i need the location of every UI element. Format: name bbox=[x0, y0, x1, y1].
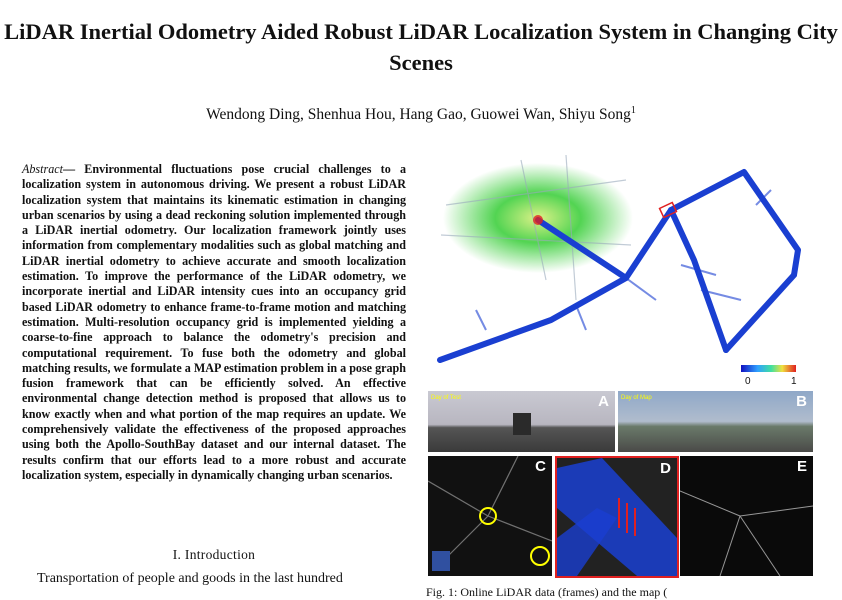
panel-c-graphic bbox=[428, 456, 552, 576]
panel-b-map-day-photo bbox=[618, 391, 813, 452]
abstract bbox=[22, 162, 406, 483]
panel-a-label: A bbox=[598, 393, 609, 410]
panel-a-overlay-text: Day of Test bbox=[431, 395, 461, 401]
panel-d-change-detection bbox=[555, 456, 679, 578]
section-heading-introduction: I. Introduction bbox=[172, 547, 256, 562]
panel-b-label: B bbox=[796, 393, 807, 410]
truck-shape bbox=[513, 413, 531, 435]
colorbar-max-label: 1 bbox=[791, 376, 797, 387]
panel-d-graphic bbox=[557, 458, 677, 576]
author-names: Wendong Ding, Shenhua Hou, Hang Gao, Guowei Wan, Shiyu Song bbox=[206, 106, 631, 124]
figure-1 bbox=[426, 150, 816, 590]
paper-title: LiDAR Inertial Odometry Aided Robust LiDAR Localization System in Changing City Scenes bbox=[4, 19, 838, 75]
panel-e-map-points bbox=[680, 456, 813, 576]
abstract-label: Abstract bbox=[22, 162, 63, 176]
author-affiliation-mark: 1 bbox=[630, 105, 636, 116]
panel-e-graphic bbox=[680, 456, 813, 576]
panel-c-point-cloud bbox=[428, 456, 552, 576]
panel-a-test-day-photo bbox=[428, 391, 615, 452]
colorbar-min-label: 0 bbox=[745, 376, 751, 387]
figure-caption: Fig. 1: Online LiDAR data (frames) and the map ( bbox=[426, 585, 668, 599]
panel-d-label: D bbox=[660, 460, 671, 477]
introduction-text: Transportation of people and goods in the last hundred bbox=[37, 571, 343, 586]
panel-b-overlay-text: Day of Map bbox=[621, 395, 652, 401]
panel-e-label: E bbox=[796, 458, 807, 475]
panel-c-label: C bbox=[535, 458, 546, 475]
abstract-body: — Environmental fluctuations pose crucial challenges to a localization system in autonomous driving. We present a robust LiDAR localization system that maintains its kinematic estimation in changing urban scenarios by using a dead reckoning solution implemented through a LiDAR inertial odometry. Our localization framework jointly uses information from complementary modalities such as global matching and LiDAR inertial odometry to achieve accurate and smooth localization estimation. To improve the performance of the LiDAR odometry, we incorporate inertial and LiDAR intensity cues into an occupancy grid based LiDAR odometry to enhance frame-to-frame motion and matching estimation. Multi-resolution occupancy grid is implemented yielding a coarse-to-fine approach to balance the odometry's precision and computational requirement. To fuse both the odometry and global matching results, we formulate a MAP estimation problem in a pose graph fusion framework that can be efficiently solved. An effective environmental change detection method is proposed that allows us to know exactly when and what portion of the map requires an update. We comprehensively validate the effectiveness of the proposed approaches using both the Apollo-SouthBay dataset and our internal dataset. The results confirm that our efforts lead to a more robust and accurate localization system, especially in dynamically changing urban scenarios. bbox=[22, 162, 406, 482]
map-overview bbox=[426, 150, 816, 388]
author-list bbox=[0, 105, 842, 124]
